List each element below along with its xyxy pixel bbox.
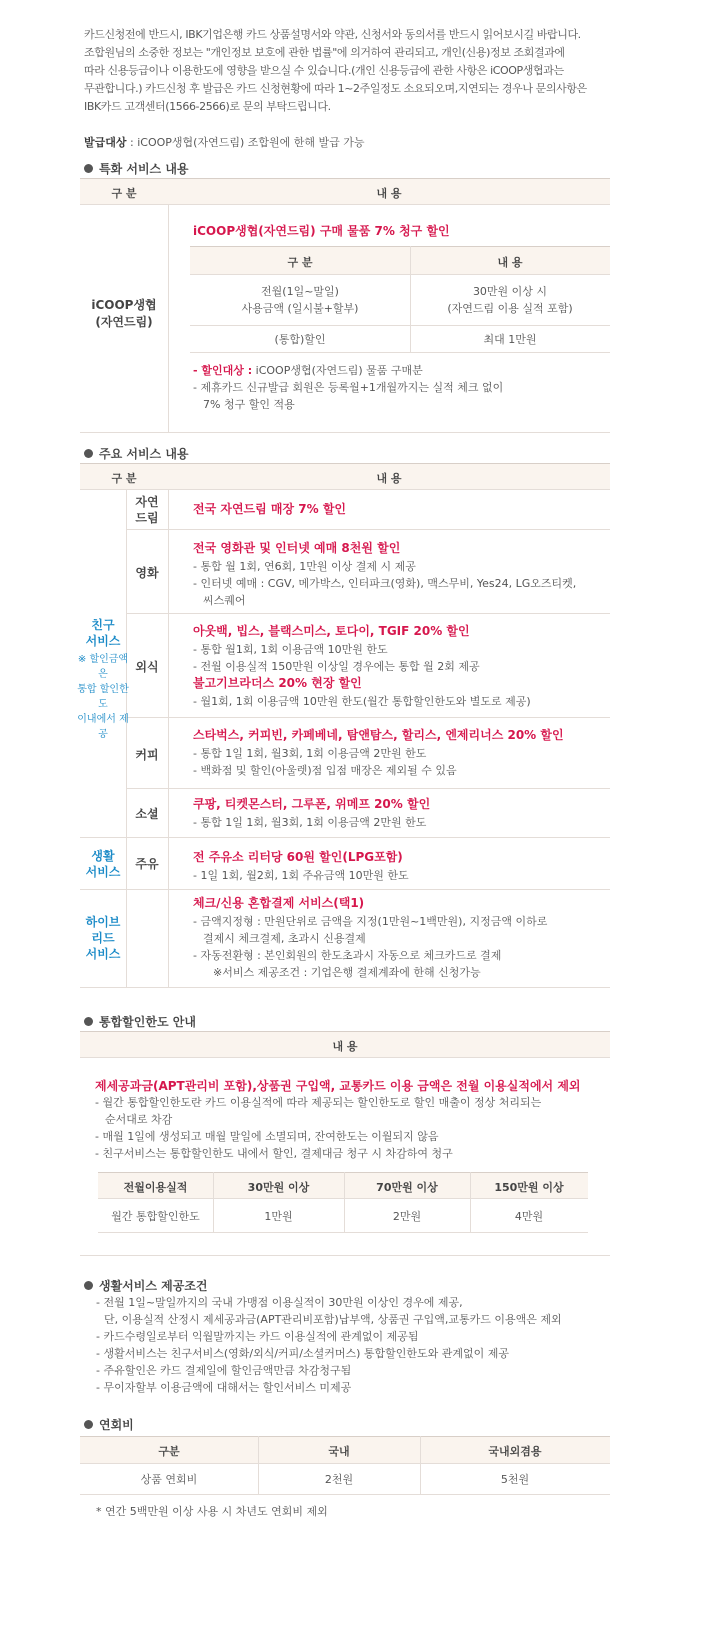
bullet-icon (84, 449, 93, 458)
service-cell (193, 727, 608, 779)
bullet-icon (84, 164, 93, 173)
bullet-icon (84, 1017, 93, 1026)
group-friend: 친구 서비스 (85, 618, 121, 648)
service-cell (193, 895, 608, 981)
service-line: - 통합 1일 1회, 월3회, 1회 이용금액 2만원 한도 (193, 816, 427, 829)
section-title-life (84, 1277, 208, 1294)
section-title-text: 생활서비스 제공조건 (99, 1279, 208, 1293)
limit-notes (95, 1094, 610, 1162)
service-line: - 자동전환형 : 본인회원의 한도초과시 자동으로 체크카드로 결제 (193, 949, 502, 962)
service-line: - 통합 월1회, 1회 이용금액 10만원 한도 (193, 643, 388, 656)
life-line: 단, 이용실적 산정시 제세공과금(APT관리비포함)납부액, 상품권 구입액,교통카드 이용액은 제외 (104, 1313, 562, 1326)
intro-line: IBK카드 고객센터(1566-2566)로 문의 부탁드립니다. (84, 100, 331, 113)
service-headline-2: 불고기브라더스 20% 현장 할인 (193, 676, 362, 690)
section-title-text: 주요 서비스 내용 (99, 447, 189, 461)
group-life: 생활 서비스 (85, 849, 121, 879)
service-headline: 스타벅스, 커피빈, 카페베네, 탐앤탐스, 할리스, 엔제리너스 20% 할인 (193, 728, 564, 742)
service-cell (193, 849, 608, 884)
section-title-text: 연회비 (99, 1418, 134, 1432)
limit-line: 순서대로 차감 (105, 1113, 173, 1126)
limit-line: - 매월 1일에 생성되고 매월 말일에 소멸되며, 잔여한도는 이월되지 않음 (95, 1130, 439, 1143)
eligibility (84, 134, 365, 150)
service-line: 결제시 체크결제, 초과시 신용결제 (203, 932, 366, 945)
note-line: - 제휴카드 신규발급 회원은 등록월+1개월까지는 실적 체크 없이 (193, 381, 504, 394)
eligibility-text: : iCOOP생협(자연드림) 조합원에 한해 발급 가능 (126, 136, 365, 149)
limit-th: 전월이용실적 (123, 1181, 188, 1194)
life-notes (96, 1294, 656, 1396)
service-line: - 통합 1일 1회, 월3회, 1회 이용금액 2만원 한도 (193, 747, 427, 760)
intro-line: 카드신청전에 반드시, IBK기업은행 카드 상품설명서와 약관, 신청서와 동의서를 반드시 읽어보시길 바랍니다. (84, 28, 581, 41)
service-line: ※서비스 제공조건 : 기업은행 결제계좌에 한해 신청가능 (213, 966, 481, 979)
service-headline: 전 주유소 리터당 60원 할인(LPG포함) (193, 850, 403, 864)
service-cell (193, 540, 608, 609)
service-headline: 쿠팡, 티켓몬스터, 그루폰, 위메프 20% 할인 (193, 797, 431, 811)
service-headline: 전국 영화관 및 인터넷 예매 8천원 할인 (193, 541, 401, 555)
section-title-text: 특화 서비스 내용 (99, 162, 189, 176)
eligibility-label: 발급대상 (84, 136, 127, 149)
limit-line: - 월간 통합할인한도란 카드 이용실적에 따라 제공되는 할인한도로 할인 매출이 정상 처리되는 (95, 1096, 542, 1109)
service-headline: 체크/신용 혼합결제 서비스(택1) (193, 896, 365, 910)
cat-cell: 자연 드림 (135, 495, 159, 525)
inner-r1c1: 전월(1일~말일) 사용금액 (일시불+할부) (241, 285, 359, 315)
intro-line: 따라 신용등급이나 이용한도에 영향을 받으실 수 있습니다.(개인 신용등급에 관한 사항은 iCOOP생협과는 (84, 64, 564, 77)
life-line: - 무이자할부 이용금액에 대해서는 할인서비스 미제공 (96, 1381, 352, 1394)
fee-th: 국내외겸용 (488, 1445, 542, 1458)
special-rowhead: iCOOP생협 (자연드림) (91, 298, 157, 329)
intro-line: 조합원님의 소중한 정보는 "개인정보 보호에 관한 법률"에 의거하여 관리되고, 개인(신용)정보 조회결과에 (84, 46, 565, 59)
note-text: iCOOP생협(자연드림) 물품 구매분 (252, 364, 423, 377)
service-headline: 전국 자연드림 매장 7% 할인 (193, 502, 347, 516)
intro-line: 무관합니다.) 카드신청 후 발급은 카드 신청현황에 따라 1~2주일정도 소요되오며,지연되는 경우나 문의사항은 (84, 82, 587, 95)
cat-cell: 커피 (135, 748, 159, 762)
fee-note: * 연간 5백만원 이상 사용 시 차년도 연회비 제외 (96, 1505, 328, 1518)
limit-td: 4만원 (514, 1210, 544, 1223)
special-headline: iCOOP생협(자연드림) 구매 물품 7% 청구 할인 (193, 224, 450, 238)
service-line: - 전월 이용실적 150만원 이상일 경우에는 통합 월 2회 제공 (193, 660, 480, 673)
main-col2: 내 용 (376, 472, 402, 485)
bullet-icon (84, 1281, 93, 1290)
service-cell (193, 501, 608, 518)
inner-r2c2: 최대 1만원 (483, 333, 537, 346)
section-title-main (84, 445, 189, 462)
limit-th: 70만원 이상 (376, 1181, 438, 1194)
life-line: - 생활서비스는 친구서비스(영화/외식/커피/소셜커머스) 통합할인한도와 관계없이 제공 (96, 1347, 510, 1360)
section-title-limit (84, 1013, 196, 1030)
service-line: 씨스퀘어 (203, 594, 246, 607)
special-col2: 내 용 (376, 187, 402, 200)
note-line: 7% 청구 할인 적용 (203, 398, 295, 411)
inner-col1: 구 분 (287, 256, 313, 269)
limit-td: 1만원 (264, 1210, 293, 1223)
limit-td: 2만원 (392, 1210, 422, 1223)
group-hybrid: 하이브 리드 서비스 (85, 915, 121, 961)
section-title-text: 통합할인한도 안내 (99, 1015, 196, 1029)
section-title-fee (84, 1416, 134, 1433)
service-line: - 월1회, 1회 이용금액 10만원 한도(월간 통합할인한도와 별도로 제공) (193, 695, 531, 708)
fee-th: 국내 (328, 1445, 350, 1458)
limit-col: 내 용 (332, 1040, 358, 1053)
group-friend-note: ※ 할인금액은 통합 할인한도 이내에서 제공 (77, 654, 129, 740)
service-line: - 인터넷 예매 : CGV, 메가박스, 인터파크(영화), 맥스무비, Yes24, LG오즈티켓, (193, 577, 577, 590)
main-col1: 구 분 (111, 472, 137, 485)
fee-td: 상품 연회비 (140, 1473, 198, 1486)
intro-text (84, 26, 654, 116)
service-cell (193, 796, 608, 831)
life-line: - 카드수령일로부터 익월말까지는 카드 이용실적에 관계없이 제공됨 (96, 1330, 419, 1343)
cat-cell: 영화 (135, 566, 159, 580)
limit-td: 월간 통합할인한도 (111, 1210, 200, 1223)
section-title-special (84, 160, 189, 177)
special-notes (193, 362, 603, 413)
service-headline: 아웃백, 빕스, 블랙스미스, 토다이, TGIF 20% 할인 (193, 624, 470, 638)
service-line: - 백화점 및 할인(아울렛)점 입점 매장은 제외될 수 있음 (193, 764, 457, 777)
limit-th: 30만원 이상 (247, 1181, 310, 1194)
limit-th: 150만원 이상 (494, 1181, 564, 1194)
limit-headline: 제세공과금(APT관리비 포함),상품권 구입액, 교통카드 이용 금액은 전월 이용실적에서 제외 (95, 1079, 581, 1093)
cat-cell: 소셜 (135, 807, 159, 821)
service-line: - 1일 1회, 월2회, 1회 주유금액 10만원 한도 (193, 869, 409, 882)
fee-td: 5천원 (500, 1473, 530, 1486)
service-line: - 금액지정형 : 만원단위로 금액을 지정(1만원~1백만원), 지정금액 이하로 (193, 915, 548, 928)
life-line: - 전월 1일~말일까지의 국내 가맹점 이용실적이 30만원 이상인 경우에 제공, (96, 1296, 463, 1309)
inner-r1c2: 30만원 이상 시 (자연드림 이용 실적 포함) (447, 285, 573, 315)
cat-cell: 주유 (135, 857, 159, 871)
fee-th: 구분 (158, 1445, 180, 1458)
limit-line: - 친구서비스는 통합할인한도 내에서 할인, 결제대금 청구 시 차감하여 청구 (95, 1147, 453, 1160)
note-label: - 할인대상 : (193, 364, 253, 377)
special-col1: 구 분 (111, 187, 137, 200)
inner-r2c1: (통합)할인 (274, 333, 326, 346)
service-line: - 통합 월 1회, 연6회, 1만원 이상 결제 시 제공 (193, 560, 416, 573)
cat-cell: 외식 (135, 660, 159, 674)
service-cell (193, 623, 608, 710)
life-line: - 주유할인은 카드 결제일에 할인금액만큼 차감청구됨 (96, 1364, 352, 1377)
inner-col2: 내 용 (497, 256, 523, 269)
fee-td: 2천원 (324, 1473, 354, 1486)
bullet-icon (84, 1420, 93, 1429)
